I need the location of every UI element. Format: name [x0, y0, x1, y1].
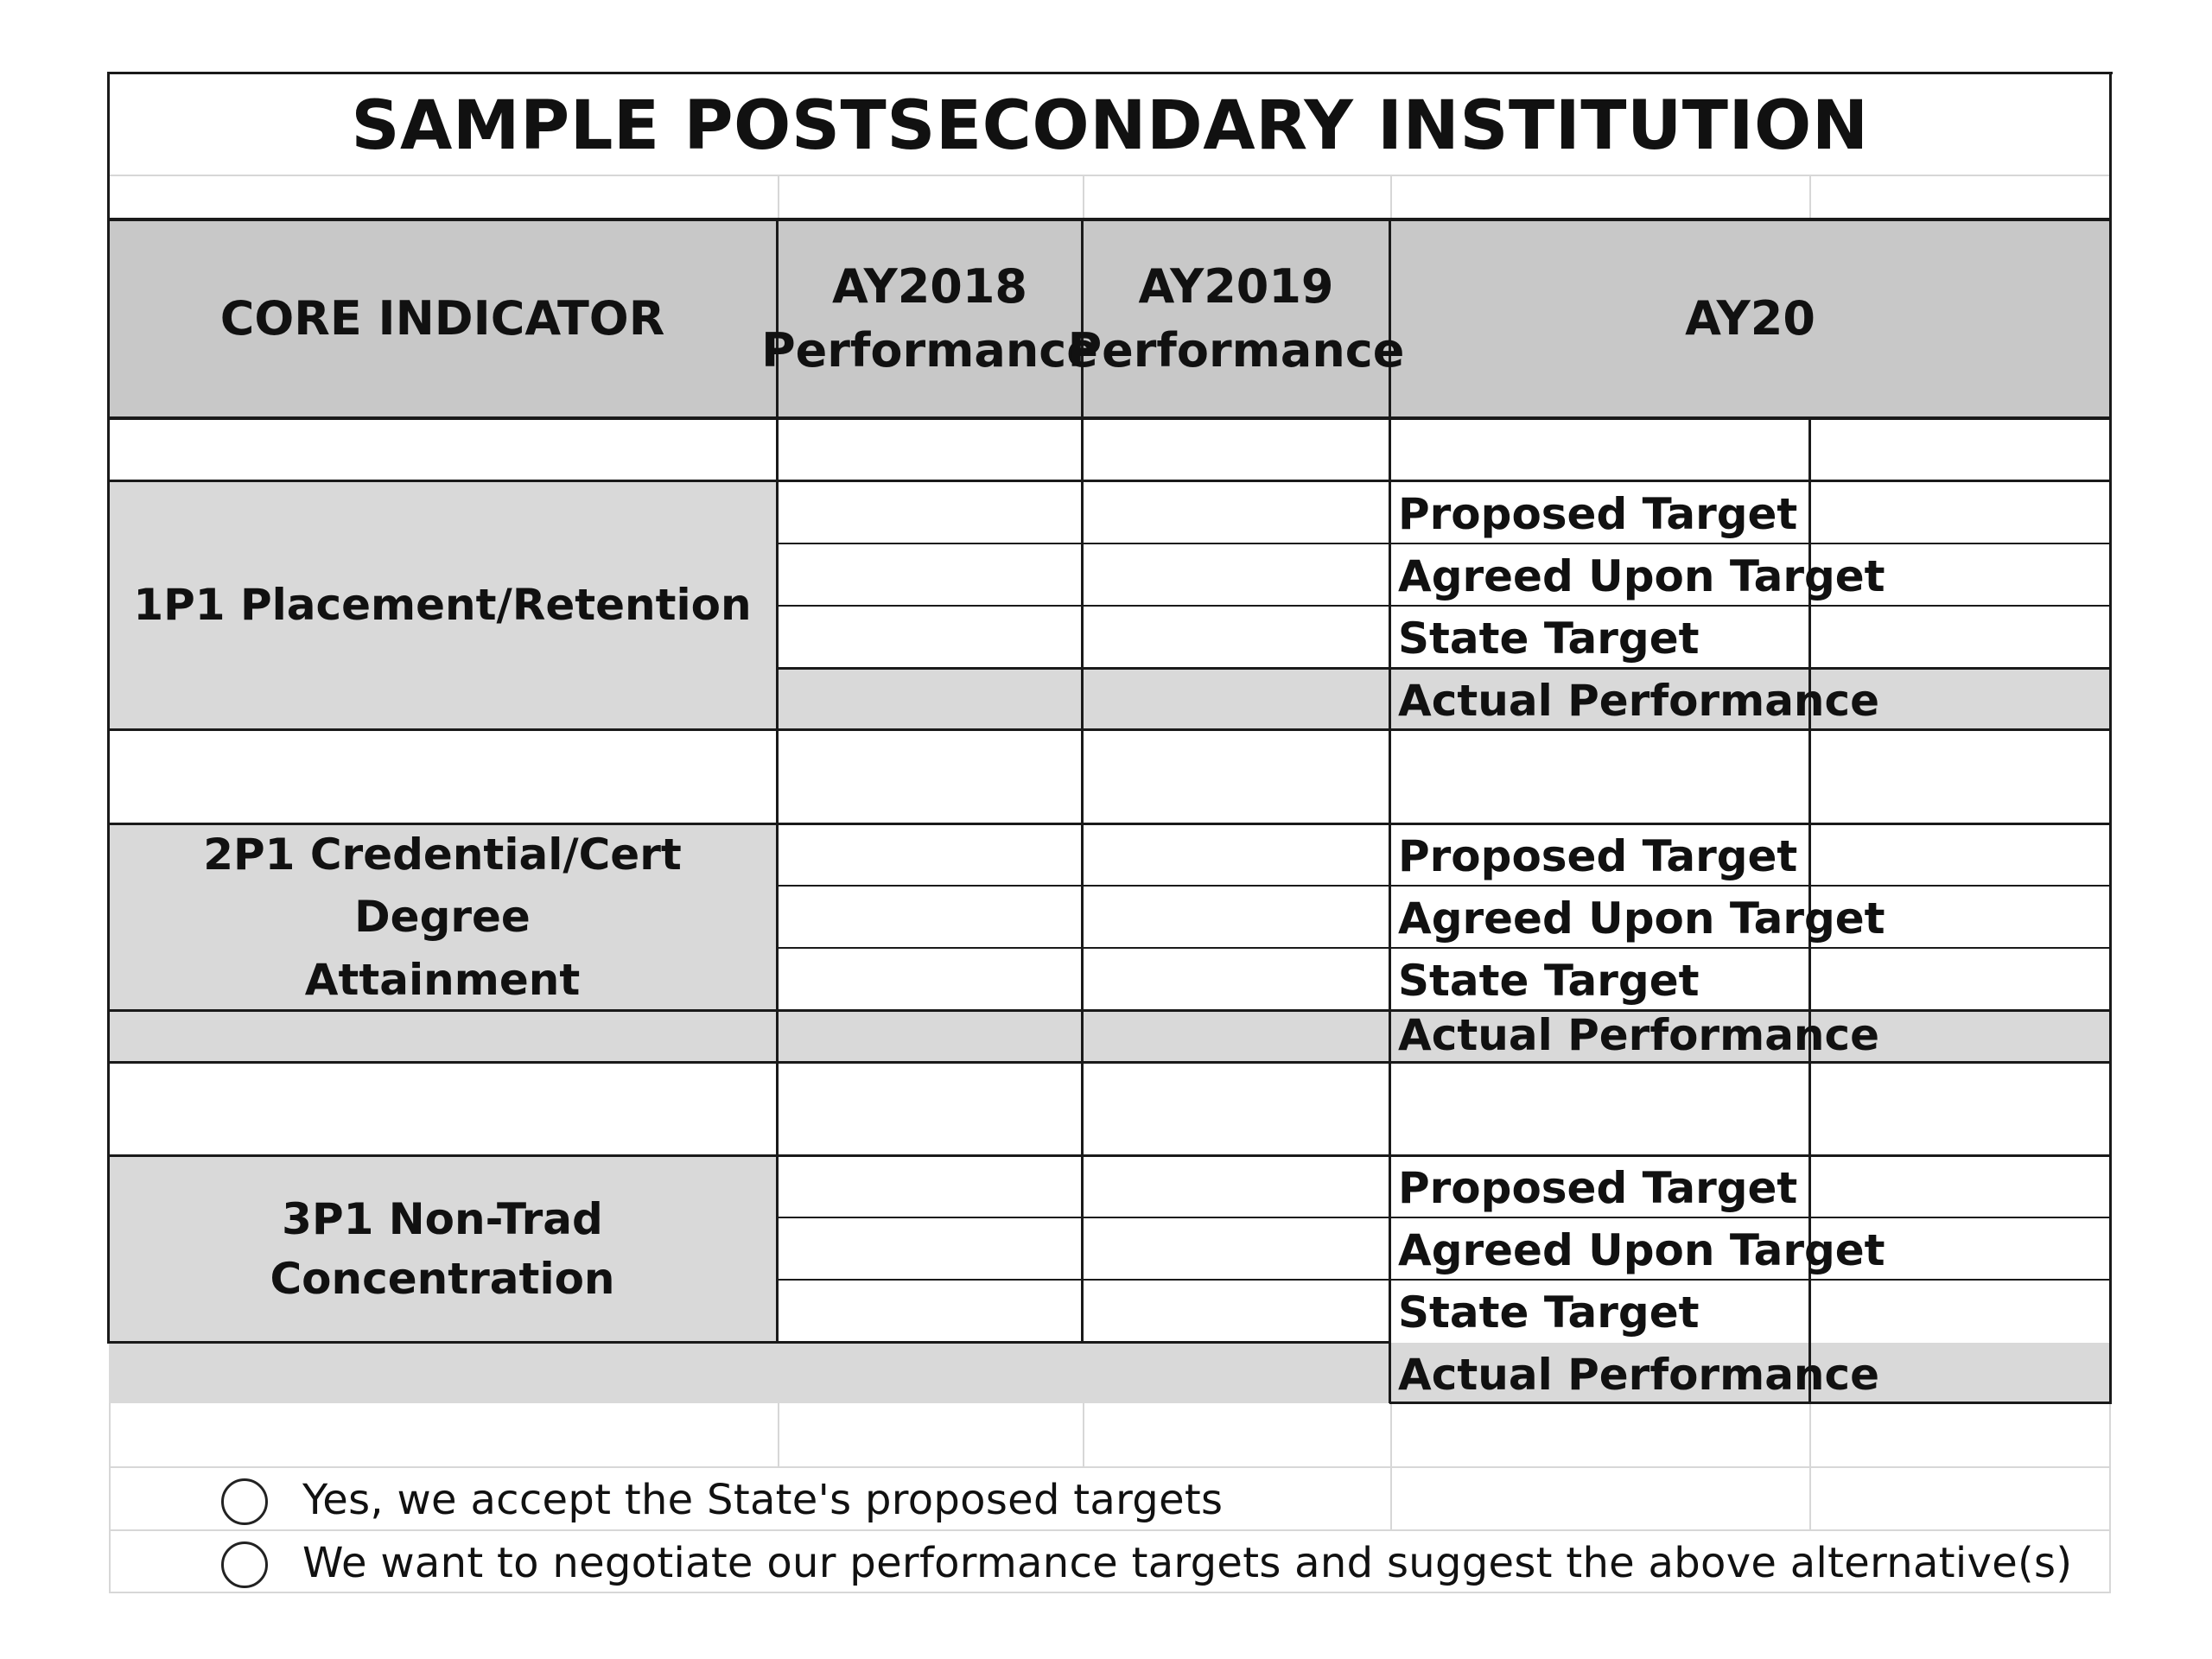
ay2018-value-cell[interactable]	[779, 1157, 1081, 1217]
border-line	[107, 1341, 1391, 1344]
indicator-2-name-line2: Attainment	[304, 954, 581, 1005]
border-line	[107, 728, 2112, 731]
target-label: Proposed Target	[1398, 831, 1798, 881]
indicator-2-name-line1: 2P1 Credential/Cert Degree	[203, 829, 682, 943]
target-label: Proposed Target	[1398, 489, 1798, 539]
indicator-1-name-line1: 1P1 Placement/Retention	[133, 580, 752, 631]
ay2019-value-cell[interactable]	[1084, 1157, 1389, 1217]
grid-line	[1083, 175, 1084, 219]
page-title: SAMPLE POSTSECONDARY INSTITUTION	[351, 86, 1869, 165]
ay20-actual-performance-cell[interactable]	[1811, 1012, 2109, 1061]
grid-line	[1083, 1403, 1084, 1466]
target-label: Proposed Target	[1398, 1163, 1798, 1213]
header-ay2018-year: AY2018	[831, 259, 1028, 315]
grid-line	[1390, 1403, 1392, 1529]
target-label: State Target	[1398, 956, 1700, 1006]
target-label: Actual Performance	[1398, 1350, 1880, 1400]
grid-line	[778, 175, 779, 219]
header-ay2019-year: AY2019	[1138, 259, 1334, 315]
grid-line	[778, 1403, 779, 1466]
accept-targets-radio[interactable]	[221, 1478, 268, 1525]
header-ay2018-label: Performance	[761, 323, 1098, 378]
target-label: Agreed Upon Target	[1398, 893, 1885, 944]
accept-targets-label: Yes, we accept the State's proposed targets	[302, 1476, 1224, 1524]
indicator-3-name-line1: 3P1 Non-Trad Concentration	[270, 1194, 615, 1304]
grid-line	[1390, 175, 1392, 219]
ay20-state-target-cell[interactable]	[1811, 1281, 2109, 1341]
ay2019-value-cell[interactable]	[1084, 825, 1389, 885]
header-ay2018	[761, 221, 1098, 416]
grid-line	[109, 1592, 2111, 1593]
ay20-proposed-target-cell[interactable]	[1811, 1157, 2109, 1217]
ay20-state-target-cell[interactable]	[1811, 949, 2109, 1009]
ay20-actual-performance-cell[interactable]	[1811, 1344, 2109, 1402]
target-label: Agreed Upon Target	[1398, 551, 1885, 601]
header-ay2019-label: Performance	[1067, 323, 1405, 378]
grid-line	[2109, 1403, 2111, 1593]
ay2018-value-cell[interactable]	[779, 825, 1081, 885]
target-label: Actual Performance	[1398, 676, 1880, 726]
ay20-agreed-upon-target-cell[interactable]	[1811, 1218, 2109, 1279]
grid-line	[109, 1403, 111, 1593]
target-label: State Target	[1398, 613, 1700, 664]
header-ay2019	[1067, 221, 1405, 416]
ay20-agreed-upon-target-cell[interactable]	[1811, 887, 2109, 947]
indicator-3-name	[109, 1157, 776, 1341]
ay2019-value-cell[interactable]	[1084, 482, 1389, 543]
header-ay20: AY20	[1685, 291, 1815, 346]
target-label: Actual Performance	[1398, 1010, 1880, 1060]
ay20-state-target-cell[interactable]	[1811, 607, 2109, 667]
grid-line	[109, 1529, 2111, 1531]
ay20-agreed-upon-target-cell[interactable]	[1811, 544, 2109, 605]
ay20-actual-performance-cell[interactable]	[1811, 670, 2109, 728]
target-label: Agreed Upon Target	[1398, 1225, 1885, 1275]
target-label: State Target	[1398, 1287, 1700, 1338]
grid-line	[1809, 175, 1811, 219]
border-line	[107, 416, 2112, 420]
negotiate-targets-radio[interactable]	[221, 1541, 268, 1588]
border-line	[2109, 72, 2112, 1403]
grid-line	[1809, 1403, 1811, 1529]
indicator-2-name	[109, 825, 776, 1009]
ay20-proposed-target-cell[interactable]	[1811, 482, 2109, 543]
ay20-proposed-target-cell[interactable]	[1811, 825, 2109, 885]
indicator-1-name	[109, 482, 776, 728]
ay2018-value-cell[interactable]	[779, 482, 1081, 543]
negotiate-targets-label: We want to negotiate our performance targets and suggest the above alternative(s)	[302, 1539, 2073, 1587]
header-core-indicator: CORE INDICATOR	[219, 291, 665, 346]
